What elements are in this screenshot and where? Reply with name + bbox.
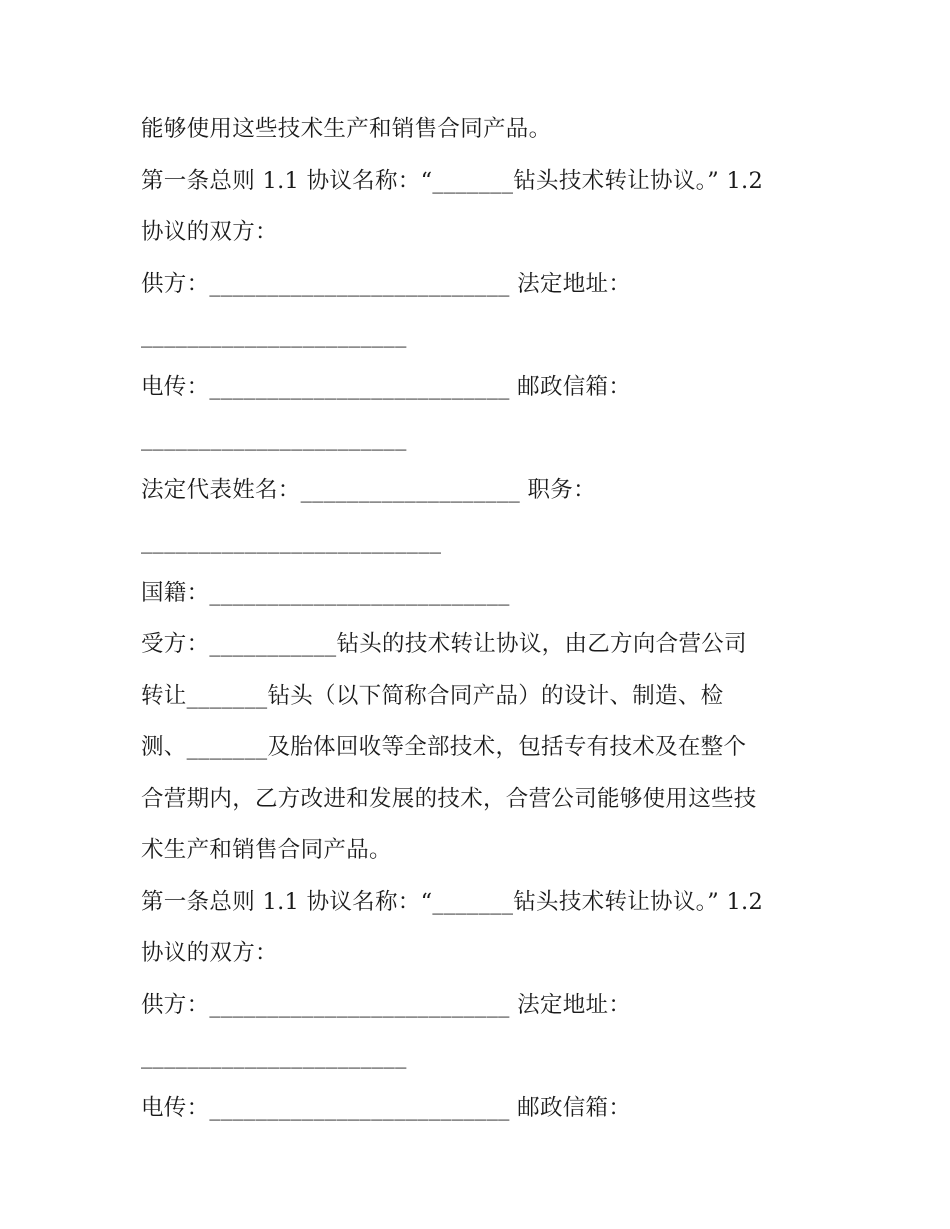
text-line: 法定代表姓名：___________________ 职务：	[141, 476, 596, 503]
text-line: 协议的双方：	[141, 940, 278, 966]
text-line: 供方：__________________________ 法定地址：	[141, 270, 632, 297]
text-line: _______________________	[141, 1043, 407, 1069]
text-line: 术生产和销售合同产品。	[141, 837, 392, 863]
text-line: 第一条总则 1.1 协议名称：“_______钻头技术转让协议。” 1.2	[141, 167, 764, 194]
document-body	[141, 104, 821, 1134]
text-line: 转让_______钻头（以下简称合同产品）的设计、制造、检	[141, 682, 724, 709]
text-line: _______________________	[141, 425, 407, 451]
text-line: _______________________	[141, 322, 407, 348]
text-line: 受方：___________钻头的技术转让协议，由乙方向合营公司	[141, 631, 747, 657]
text-line: __________________________	[141, 528, 442, 554]
text-line: 能够使用这些技术生产和销售合同产品。	[141, 116, 552, 142]
text-line: 国籍：__________________________	[141, 579, 510, 606]
text-line: 电传：__________________________ 邮政信箱：	[141, 373, 632, 400]
text-line: 供方：__________________________ 法定地址：	[141, 991, 632, 1018]
text-line: 第一条总则 1.1 协议名称：“_______钻头技术转让协议。” 1.2	[141, 888, 764, 915]
text-line: 电传：__________________________ 邮政信箱：	[141, 1094, 632, 1121]
text-line: 合营期内，乙方改进和发展的技术，合营公司能够使用这些技	[141, 785, 757, 812]
text-line: 协议的双方：	[141, 219, 278, 245]
text-line: 测、_______及胎体回收等全部技术，包括专有技术及在整个	[141, 734, 747, 760]
